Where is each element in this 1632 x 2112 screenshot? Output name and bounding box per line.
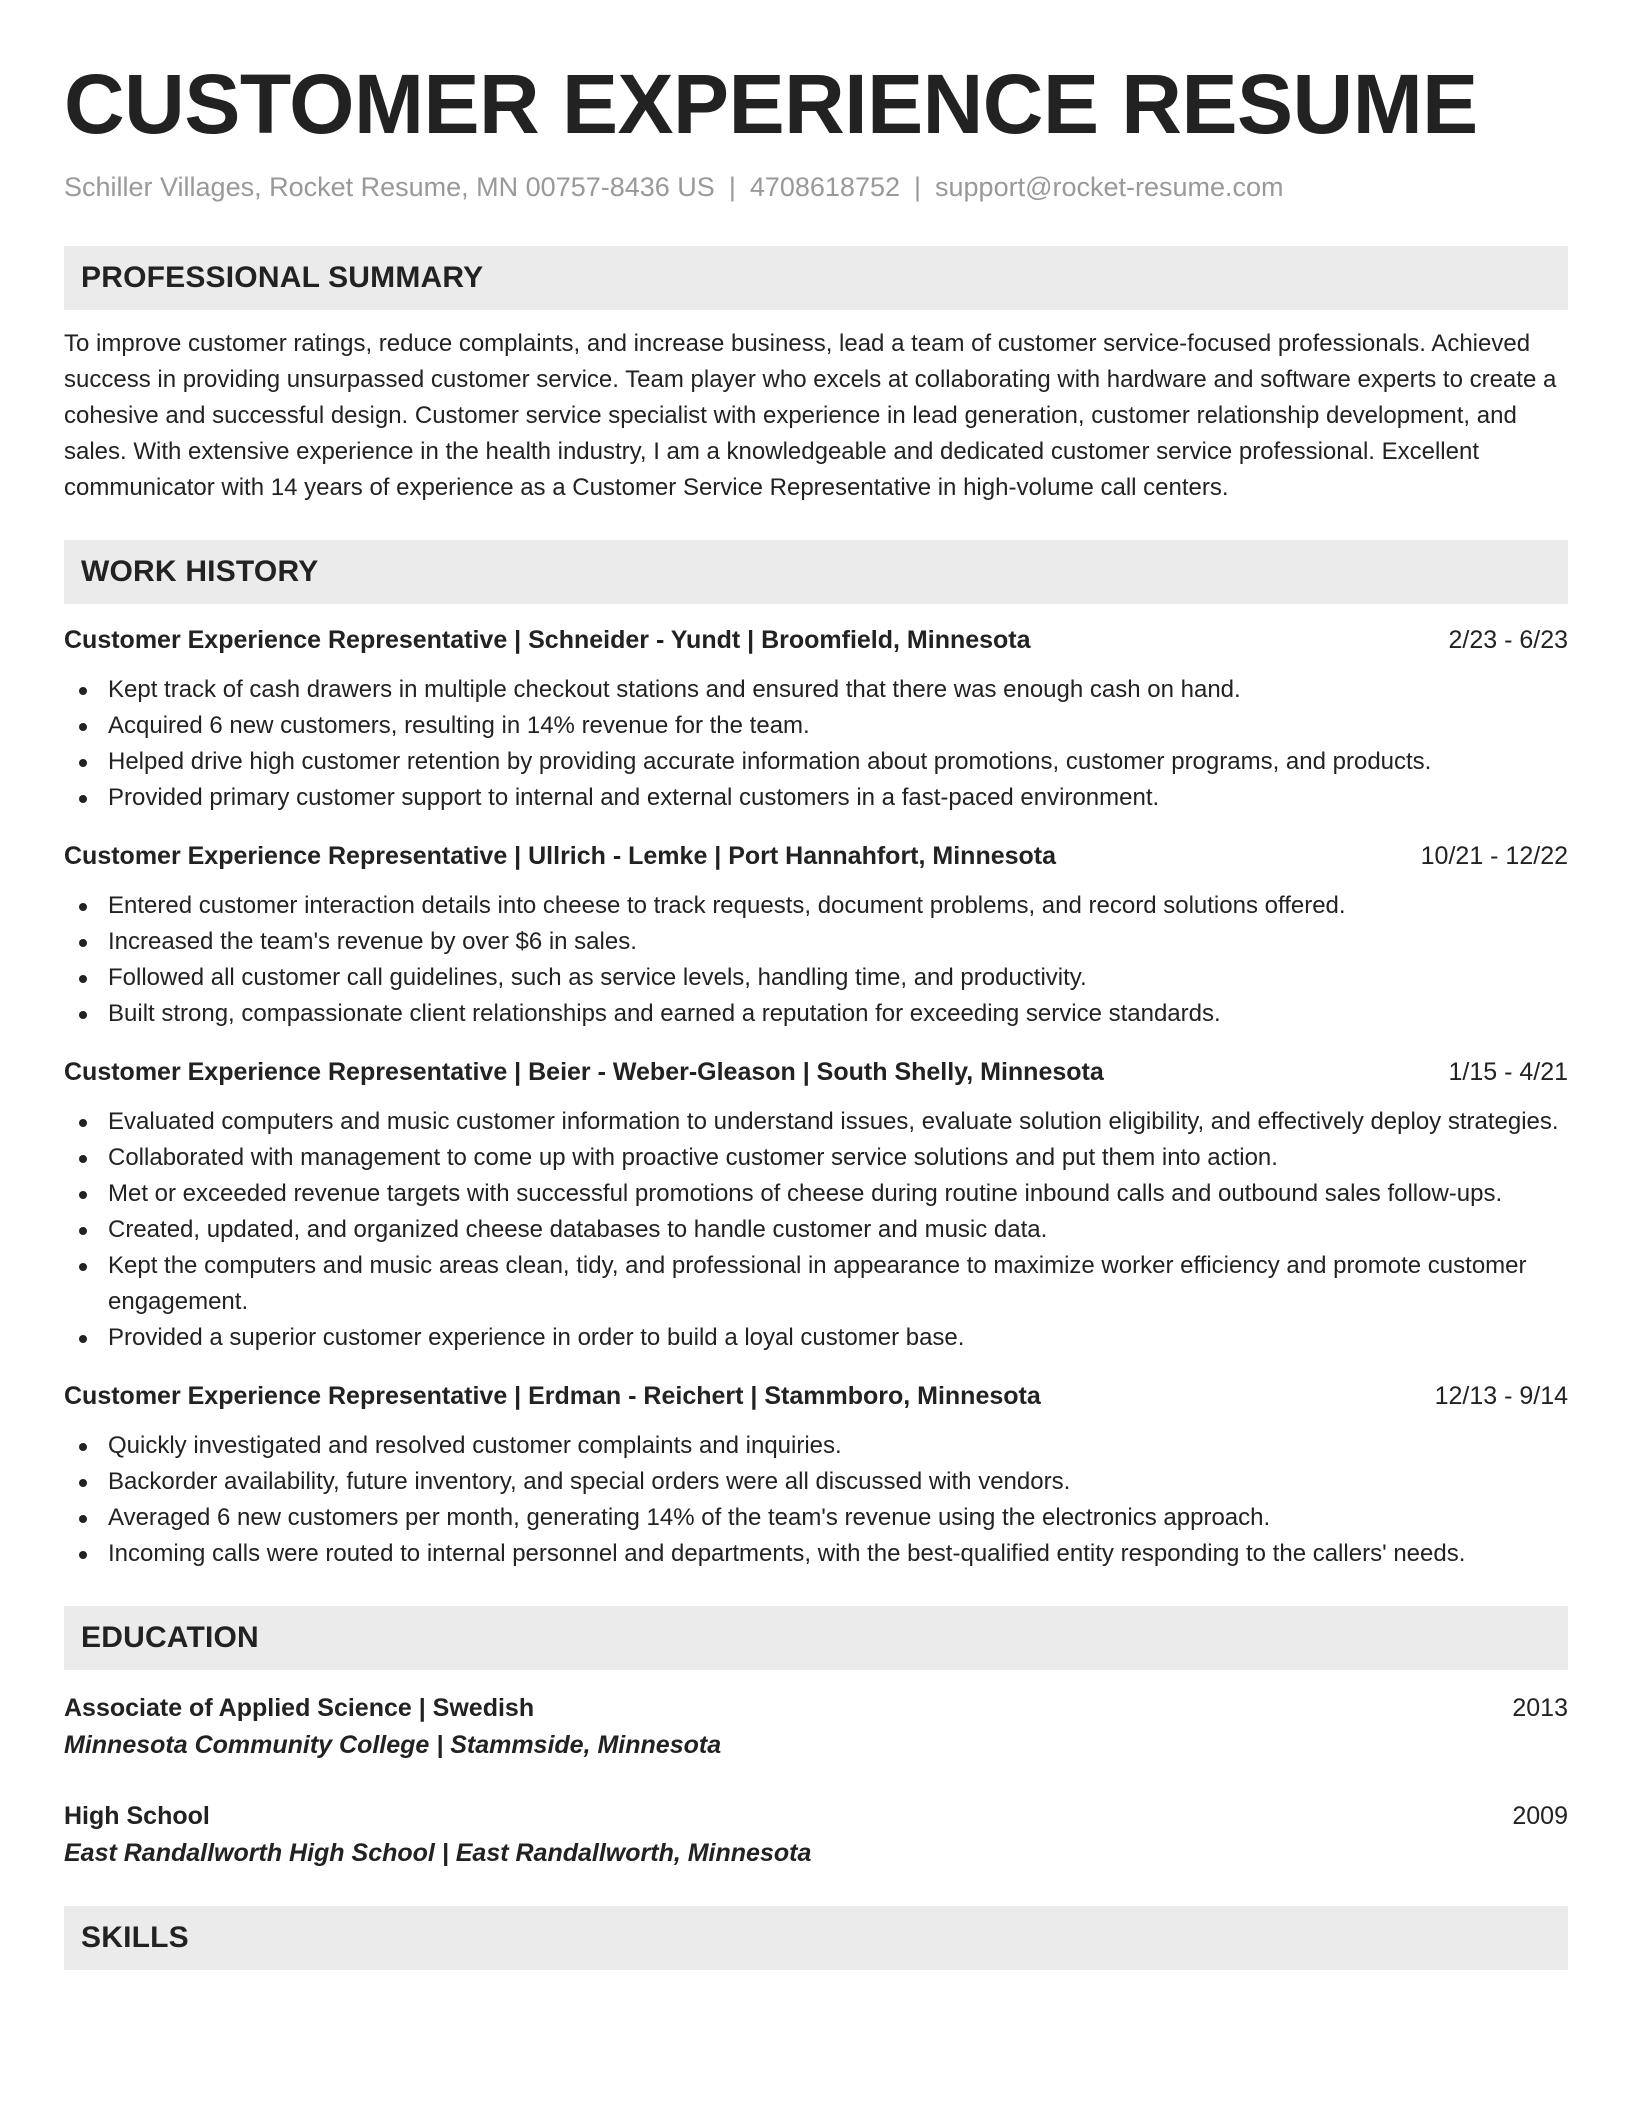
job-bullet: Kept track of cash drawers in multiple checkout stations and ensured that there was enough cash on hand. xyxy=(64,672,1568,708)
job-title: Customer Experience Representative | Erdman - Reichert | Stammboro, Minnesota xyxy=(64,1382,1041,1410)
education-year: 2009 xyxy=(1512,1802,1568,1830)
work-history-list xyxy=(64,622,1568,1572)
job-bullet: Kept the computers and music areas clean, tidy, and professional in appearance to maximize worker efficiency and promote customer engagement. xyxy=(64,1248,1568,1320)
job-entry xyxy=(64,1054,1568,1356)
job-bullet: Entered customer interaction details into cheese to track requests, document problems, and record solutions offered. xyxy=(64,888,1568,924)
job-bullet: Backorder availability, future inventory, and special orders were all discussed with vendors. xyxy=(64,1464,1568,1500)
job-entry xyxy=(64,1378,1568,1572)
job-bullet: Met or exceeded revenue targets with successful promotions of cheese during routine inbound calls and outbound sales follow-ups. xyxy=(64,1176,1568,1212)
job-dates: 10/21 - 12/22 xyxy=(1420,842,1568,870)
contact-email: support@rocket-resume.com xyxy=(935,172,1284,202)
contact-separator: | xyxy=(914,172,922,202)
education-degree: Associate of Applied Science | Swedish xyxy=(64,1694,535,1722)
job-bullet: Increased the team's revenue by over $6 in sales. xyxy=(64,924,1568,960)
job-bullet: Quickly investigated and resolved customer complaints and inquiries. xyxy=(64,1428,1568,1464)
education-entry xyxy=(64,1690,1568,1764)
education-year: 2013 xyxy=(1512,1694,1568,1722)
education-heading: EDUCATION xyxy=(81,1621,259,1654)
job-title: Customer Experience Representative | Beier - Weber-Gleason | South Shelly, Minnesota xyxy=(64,1058,1104,1086)
contact-line xyxy=(64,170,1568,204)
job-dates: 1/15 - 4/21 xyxy=(1448,1058,1568,1086)
job-bullets xyxy=(64,672,1568,816)
job-bullet: Created, updated, and organized cheese databases to handle customer and music data. xyxy=(64,1212,1568,1248)
job-bullets xyxy=(64,1104,1568,1356)
job-bullet: Built strong, compassionate client relationships and earned a reputation for exceeding service standards. xyxy=(64,996,1568,1032)
summary-section-header xyxy=(64,246,1568,310)
job-bullet: Followed all customer call guidelines, such as service levels, handling time, and productivity. xyxy=(64,960,1568,996)
job-title: Customer Experience Representative | Schneider - Yundt | Broomfield, Minnesota xyxy=(64,626,1031,654)
job-dates: 2/23 - 6/23 xyxy=(1448,626,1568,654)
job-bullet: Helped drive high customer retention by providing accurate information about promotions, customer programs, and products. xyxy=(64,744,1568,780)
job-bullet: Provided a superior customer experience in order to build a loyal customer base. xyxy=(64,1320,1568,1356)
job-bullets xyxy=(64,888,1568,1032)
education-school: East Randallworth High School | East Randallworth, Minnesota xyxy=(64,1839,812,1867)
skills-section-header xyxy=(64,1906,1568,1970)
education-list xyxy=(64,1690,1568,1872)
work-section-header xyxy=(64,540,1568,604)
job-entry xyxy=(64,838,1568,1032)
summary-text: To improve customer ratings, reduce complaints, and increase business, lead a team of customer service-focused professionals. Achieved success in providing unsurpassed customer service. Team player who excels at collaborating with hardware and software experts to create a cohesive and successful design. Customer service specialist with experience in lead generation, customer relationship development, and sales. With extensive experience in the health industry, I am a knowledgeable and dedicated customer service professional. Excellent communicator with 14 years of experience as a Customer Service Representative in high-volume call centers. xyxy=(64,330,1557,501)
summary-heading: PROFESSIONAL SUMMARY xyxy=(81,261,484,294)
contact-separator: | xyxy=(728,172,736,202)
job-entry xyxy=(64,622,1568,816)
job-bullet: Evaluated computers and music customer information to understand issues, evaluate solution eligibility, and effectively deploy strategies. xyxy=(64,1104,1568,1140)
job-bullets xyxy=(64,1428,1568,1572)
work-heading: WORK HISTORY xyxy=(81,555,319,588)
contact-address: Schiller Villages, Rocket Resume, MN 00757-8436 US xyxy=(64,172,715,202)
education-degree: High School xyxy=(64,1802,210,1830)
job-bullet: Provided primary customer support to internal and external customers in a fast-paced environment. xyxy=(64,780,1568,816)
job-bullet: Averaged 6 new customers per month, generating 14% of the team's revenue using the electronics approach. xyxy=(64,1500,1568,1536)
education-section-header xyxy=(64,1606,1568,1670)
job-bullet: Collaborated with management to come up with proactive customer service solutions and put them into action. xyxy=(64,1140,1568,1176)
resume-title: CUSTOMER EXPERIENCE RESUME xyxy=(64,57,1478,151)
skills-heading: SKILLS xyxy=(81,1921,189,1954)
contact-phone: 4708618752 xyxy=(749,172,900,202)
job-title: Customer Experience Representative | Ullrich - Lemke | Port Hannahfort, Minnesota xyxy=(64,842,1057,870)
job-bullet: Acquired 6 new customers, resulting in 14% revenue for the team. xyxy=(64,708,1568,744)
job-dates: 12/13 - 9/14 xyxy=(1434,1382,1568,1410)
education-entry xyxy=(64,1798,1568,1872)
job-bullet: Incoming calls were routed to internal personnel and departments, with the best-qualified entity responding to the callers' needs. xyxy=(64,1536,1568,1572)
education-school: Minnesota Community College | Stammside, Minnesota xyxy=(64,1731,722,1759)
